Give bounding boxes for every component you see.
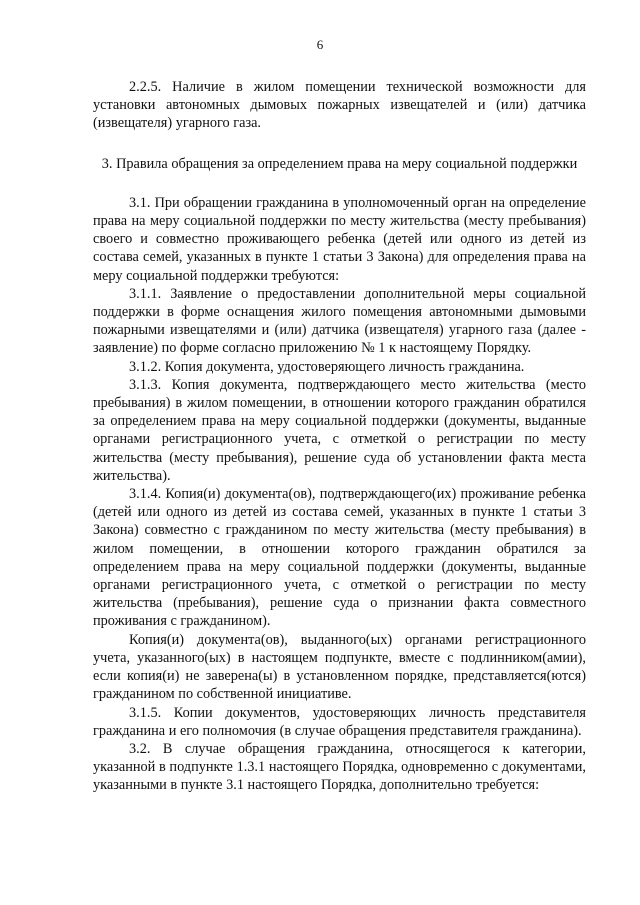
- paragraph-copies: Копия(и) документа(ов), выданного(ых) органами регистрационного учета, указанного(ых) в настоящем подпункте, вместе с подлинником(амии), если копия(и) не заверена(ы) в установленном порядке, представляется(ются) гражданином по собственной инициативе.: [93, 631, 586, 703]
- paragraph-2-2-5: 2.2.5. Наличие в жилом помещении технической возможности для установки автономных дымовых пожарных извещателей и (или) датчика (извещателя) угарного газа.: [93, 79, 586, 132]
- page-number: 6: [316, 37, 324, 52]
- paragraph-3-1-3: 3.1.3. Копия документа, подтверждающего место жительства (место пребывания) в жилом помещении, в отношении которого гражданин обратился за определением права на меру социальной поддержки (документы, выданные органами регистрационного учета, с отметкой о регистрации по месту жительства (месту пребывания), решение суда об установлении факта места жительства).: [93, 376, 586, 484]
- paragraph-3-2: 3.2. В случае обращения гражданина, относящегося к категории, указанной в подпункте 1.3.1 настоящего Порядка, одновременно с документами, указанными в пункте 3.1 настоящего Порядка, дополнительно требуется:: [93, 740, 586, 794]
- paragraph-3-1: 3.1. При обращении гражданина в уполномоченный орган на определение права на меру социальной поддержки по месту жительства (месту пребывания) своего и совместно проживающего ребенка (детей или одного из детей из состава семей, указанных в пункте 1 статьи 3 Закона) для определения права на меру социальной поддержки требуются:: [93, 194, 586, 284]
- paragraph-3-1-4: 3.1.4. Копия(и) документа(ов), подтверждающего(их) проживание ребенка (детей или одного из детей из состава семей, указанных в пункте 1 статьи 3 Закона) совместно с гражданином по месту жительства (месту пребывания) в жилом помещении, в отношении которого гражданин обратился за определением права на меру социальной поддержки (документы, выданные органами регистрационного учета, с отметкой о регистрации по месту жительства (пребывания), решение суда о признании факта совместного проживания с гражданином).: [93, 486, 586, 630]
- paragraph-3-1-5: 3.1.5. Копии документов, удостоверяющих личность представителя гражданина и его полномочия (в случае обращения представителя гражданина).: [93, 704, 586, 739]
- document-body: [93, 78, 586, 795]
- paragraph-3-1-2: 3.1.2. Копия документа, удостоверяющего личность гражданина.: [129, 358, 525, 375]
- paragraph-3-1-1: 3.1.1. Заявление о предоставлении дополнительной меры социальной поддержки в форме оснащения жилого помещения автономными дымовыми пожарными извещателями и (или) датчика (извещателя) угарного газа (далее - заявление) по форме согласно приложению № 1 к настоящему Порядку.: [93, 285, 586, 357]
- section-3-heading: 3. Правила обращения за определением права на меру социальной поддержки: [101, 155, 578, 172]
